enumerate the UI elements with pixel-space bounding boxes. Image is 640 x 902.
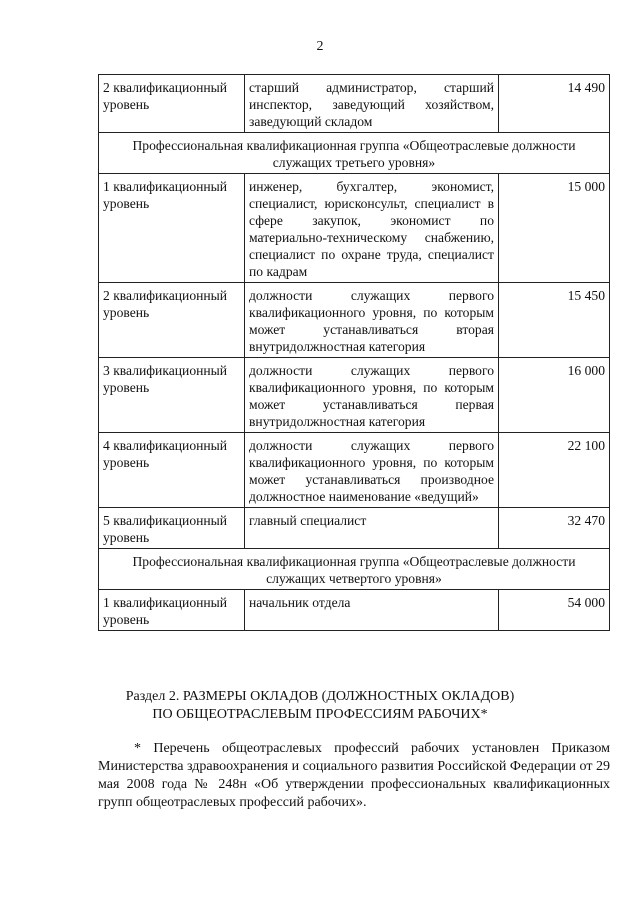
section-title-line: ПО ОБЩЕОТРАСЛЕВЫМ ПРОФЕССИЯМ РАБОЧИХ*: [152, 707, 488, 722]
table-row: [99, 358, 610, 433]
professional-group-title: Профессиональная квалификационная группа «Общеотраслевые должности служащих третьего уровня»: [99, 133, 610, 174]
table-row: [99, 75, 610, 133]
position-list: начальник отдела: [245, 590, 499, 631]
qualification-level: 4 квалификационный уровень: [99, 433, 245, 508]
salary-value: 14 490: [499, 75, 610, 133]
salary-value: 16 000: [499, 358, 610, 433]
salary-table: [98, 74, 610, 631]
page-number: 2: [316, 39, 324, 54]
salary-value: 15 450: [499, 283, 610, 358]
professional-group-title: Профессиональная квалификационная группа «Общеотраслевые должности служащих четвертого уровня»: [99, 549, 610, 590]
table-row: [99, 590, 610, 631]
position-list: старший администратор, старший инспектор, заведующий хозяйством, заведующий складом: [245, 75, 499, 133]
qualification-level: 2 квалификационный уровень: [99, 75, 245, 133]
footnote: * Перечень общеотраслевых профессий рабочих установлен Приказом Министерства здравоохранения и социального развития Российской Федерации от 29 мая 2008 года № 248н «Об утверждении профессиональных квалификационных групп общеотраслевых профессий рабочих».: [98, 741, 610, 810]
qualification-level: 3 квалификационный уровень: [99, 358, 245, 433]
qualification-level: 1 квалификационный уровень: [99, 590, 245, 631]
table-row: [99, 508, 610, 549]
position-list: главный специалист: [245, 508, 499, 549]
qualification-level: 5 квалификационный уровень: [99, 508, 245, 549]
group-header-row: [99, 549, 610, 590]
section-title-line: Раздел 2. РАЗМЕРЫ ОКЛАДОВ (ДОЛЖНОСТНЫХ ОКЛАДОВ): [125, 689, 515, 704]
qualification-level: 2 квалификационный уровень: [99, 283, 245, 358]
table-row: [99, 174, 610, 283]
table-row: [99, 433, 610, 508]
position-list: должности служащих первого квалификационного уровня, по которым может устанавливаться вторая внутридолжностная категория: [245, 283, 499, 358]
salary-value: 22 100: [499, 433, 610, 508]
salary-value: 32 470: [499, 508, 610, 549]
qualification-level: 1 квалификационный уровень: [99, 174, 245, 283]
position-list: должности служащих первого квалификационного уровня, по которым может устанавливаться производное должностное наименование «ведущий»: [245, 433, 499, 508]
salary-value: 15 000: [499, 174, 610, 283]
section-title: [0, 688, 640, 724]
group-header-row: [99, 133, 610, 174]
position-list: должности служащих первого квалификационного уровня, по которым может устанавливаться первая внутридолжностная категория: [245, 358, 499, 433]
table-row: [99, 283, 610, 358]
position-list: инженер, бухгалтер, экономист, специалист, юрисконсульт, специалист в сфере закупок, экономист по материально-техническому снабжению, специалист по охране труда, специалист по кадрам: [245, 174, 499, 283]
salary-value: 54 000: [499, 590, 610, 631]
